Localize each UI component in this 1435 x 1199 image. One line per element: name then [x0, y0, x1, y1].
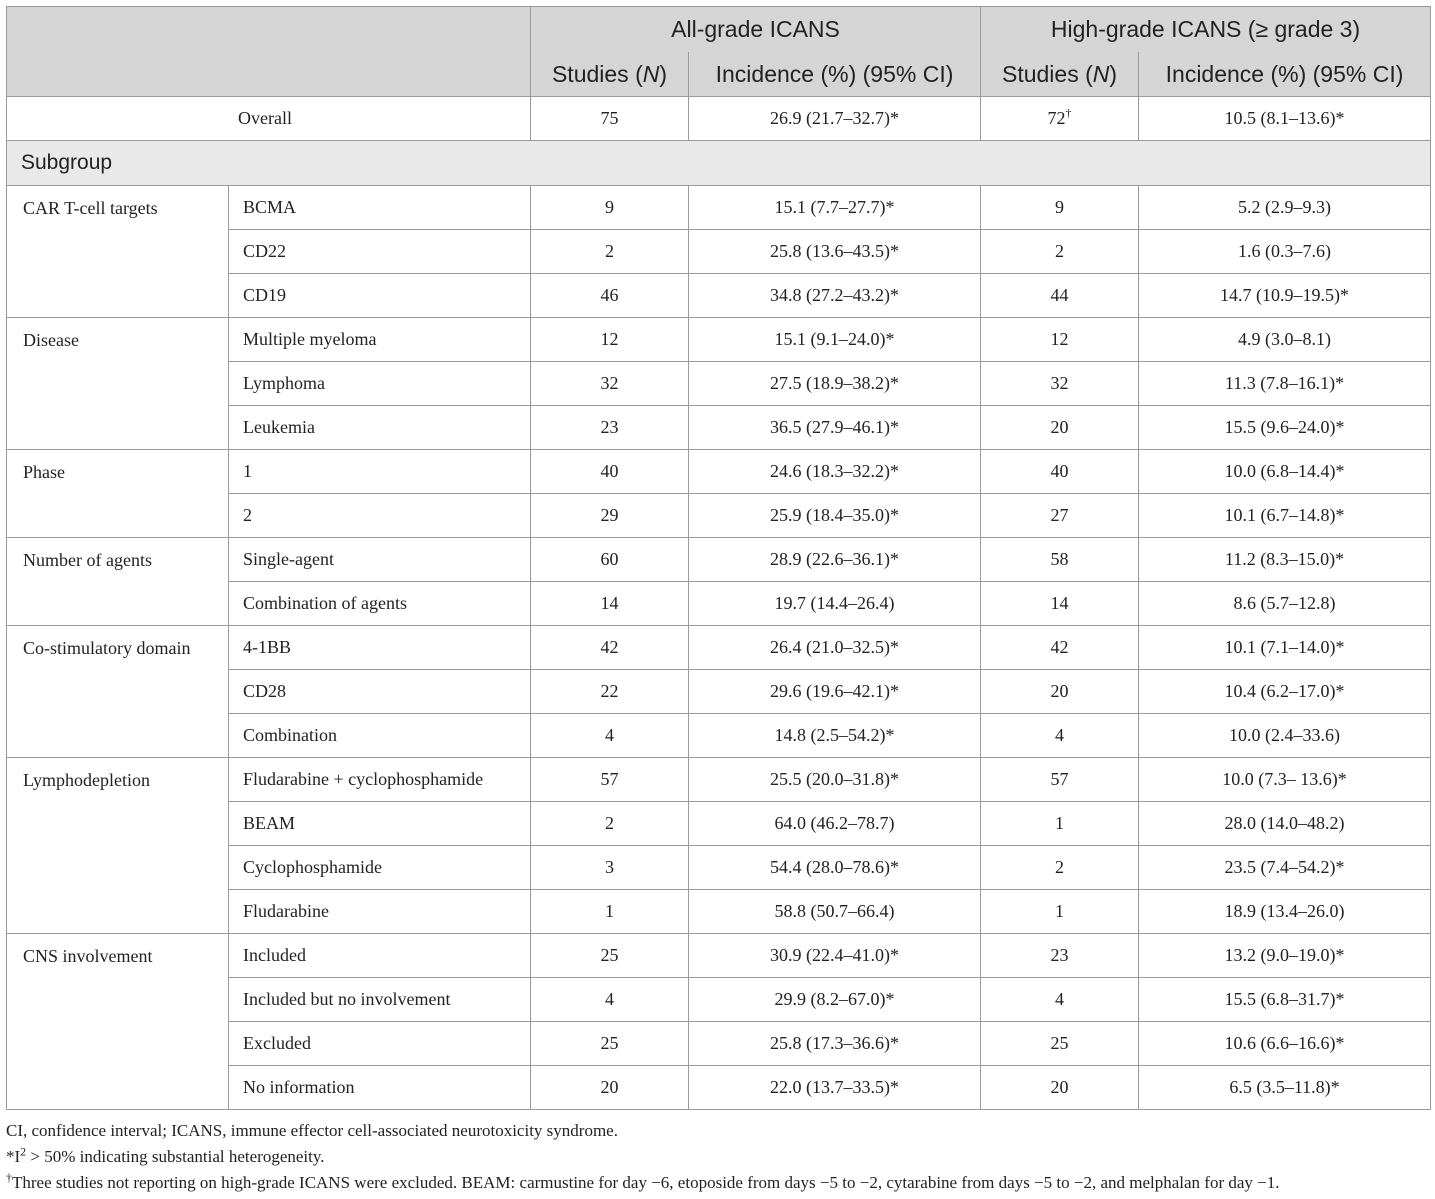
row-label: BEAM: [229, 802, 531, 846]
group-label: Disease: [7, 318, 229, 450]
high-incidence-cell: 28.0 (14.0–48.2): [1139, 802, 1431, 846]
row-label: Combination: [229, 714, 531, 758]
all-studies-cell: 60: [531, 538, 689, 582]
high-studies-cell: 20: [981, 670, 1139, 714]
all-studies-cell: 32: [531, 362, 689, 406]
row-label: Fludarabine: [229, 890, 531, 934]
high-studies-cell: 58: [981, 538, 1139, 582]
high-studies-cell: 25: [981, 1022, 1139, 1066]
all-studies-cell: 42: [531, 626, 689, 670]
group-label: CNS involvement: [7, 934, 229, 1110]
high-incidence-cell: 15.5 (6.8–31.7)*: [1139, 978, 1431, 1022]
all-incidence-cell: 29.6 (19.6–42.1)*: [689, 670, 981, 714]
high-studies-cell: 27: [981, 494, 1139, 538]
high-incidence-cell: 5.2 (2.9–9.3): [1139, 186, 1431, 230]
high-studies-cell: 1: [981, 890, 1139, 934]
high-incidence-header: Incidence (%) (95% CI): [1139, 52, 1431, 97]
high-incidence-cell: 4.9 (3.0–8.1): [1139, 318, 1431, 362]
all-studies-cell: 4: [531, 714, 689, 758]
row-label: 2: [229, 494, 531, 538]
high-incidence-cell: 11.3 (7.8–16.1)*: [1139, 362, 1431, 406]
overall-label: Overall: [7, 97, 531, 141]
high-incidence-cell: 14.7 (10.9–19.5)*: [1139, 274, 1431, 318]
high-studies-cell: 4: [981, 978, 1139, 1022]
footnote-heterogeneity: $*I^2 > 50\%$ indicating substantial heterogeneity.: [6, 1144, 325, 1166]
all-incidence-cell: 28.9 (22.6–36.1)*: [689, 538, 981, 582]
high-studies-cell: 2: [981, 230, 1139, 274]
all-incidence-header: Incidence (%) (95% CI): [689, 52, 981, 97]
header-blank-2: [7, 52, 531, 97]
all-studies-cell: 3: [531, 846, 689, 890]
row-label: CD22: [229, 230, 531, 274]
all-studies-cell: 9: [531, 186, 689, 230]
high-incidence-cell: 13.2 (9.0–19.0)*: [1139, 934, 1431, 978]
group-label: Lymphodepletion: [7, 758, 229, 934]
all-incidence-cell: 25.8 (13.6–43.5)*: [689, 230, 981, 274]
all-studies-cell: 22: [531, 670, 689, 714]
all-incidence-cell: 58.8 (50.7–66.4): [689, 890, 981, 934]
table-body: [7, 97, 1431, 1110]
row-label: Cyclophosphamide: [229, 846, 531, 890]
row-label: Combination of agents: [229, 582, 531, 626]
group-label: CAR T-cell targets: [7, 186, 229, 318]
overall-all-studies: 75: [531, 97, 689, 141]
row-label: No information: [229, 1066, 531, 1110]
header-blank: [7, 7, 531, 53]
high-studies-cell: 42: [981, 626, 1139, 670]
high-incidence-cell: 10.1 (7.1–14.0)*: [1139, 626, 1431, 670]
all-studies-cell: 40: [531, 450, 689, 494]
all-incidence-cell: 14.8 (2.5–54.2)*: [689, 714, 981, 758]
row-label: Multiple myeloma: [229, 318, 531, 362]
icans-table: [6, 6, 1431, 1110]
all-studies-cell: 4: [531, 978, 689, 1022]
high-studies-header: Studies (N): [981, 52, 1139, 97]
row-label: Single-agent: [229, 538, 531, 582]
table-row: [7, 450, 1431, 494]
table-row: [7, 318, 1431, 362]
footnotes: [6, 1118, 1430, 1196]
table-row: [7, 758, 1431, 802]
row-label: Leukemia: [229, 406, 531, 450]
all-incidence-cell: 15.1 (7.7–27.7)*: [689, 186, 981, 230]
high-studies-cell: 20: [981, 406, 1139, 450]
high-incidence-cell: 10.6 (6.6–16.6)*: [1139, 1022, 1431, 1066]
high-studies-cell: 9: [981, 186, 1139, 230]
all-incidence-cell: 30.9 (22.4–41.0)*: [689, 934, 981, 978]
high-incidence-cell: 10.0 (6.8–14.4)*: [1139, 450, 1431, 494]
high-studies-cell: 12: [981, 318, 1139, 362]
high-incidence-cell: 18.9 (13.4–26.0): [1139, 890, 1431, 934]
row-label: CD19: [229, 274, 531, 318]
high-incidence-cell: 6.5 (3.5–11.8)*: [1139, 1066, 1431, 1110]
all-studies-cell: 1: [531, 890, 689, 934]
high-incidence-cell: 10.0 (2.4–33.6): [1139, 714, 1431, 758]
row-label: 4-1BB: [229, 626, 531, 670]
dagger-mark: †: [1065, 106, 1072, 120]
all-studies-cell: 2: [531, 230, 689, 274]
all-incidence-cell: 25.5 (20.0–31.8)*: [689, 758, 981, 802]
overall-all-incidence: 26.9 (21.7–32.7)*: [689, 97, 981, 141]
all-studies-cell: 2: [531, 802, 689, 846]
high-incidence-cell: 10.4 (6.2–17.0)*: [1139, 670, 1431, 714]
group-label: Phase: [7, 450, 229, 538]
all-grade-header: All-grade ICANS: [531, 7, 981, 53]
row-label: CD28: [229, 670, 531, 714]
all-incidence-cell: 29.9 (8.2–67.0)*: [689, 978, 981, 1022]
row-label: Lymphoma: [229, 362, 531, 406]
all-studies-cell: 25: [531, 934, 689, 978]
high-incidence-cell: 10.1 (6.7–14.8)*: [1139, 494, 1431, 538]
high-studies-cell: 40: [981, 450, 1139, 494]
table-header: [7, 7, 1431, 97]
high-grade-header: High-grade ICANS (≥ grade 3): [981, 7, 1431, 53]
high-incidence-cell: 10.0 (7.3– 13.6)*: [1139, 758, 1431, 802]
high-studies-cell: 32: [981, 362, 1139, 406]
high-studies-cell: 44: [981, 274, 1139, 318]
footnote-excluded: †Three studies not reporting on high-grade ICANS were excluded. BEAM: carmustine for day −6, etoposide from days −5 to −2, cytarabine from days −5 to −2, and melphalan for day −1.: [6, 1170, 1280, 1192]
row-label: Fludarabine + cyclophosphamide: [229, 758, 531, 802]
high-incidence-cell: 23.5 (7.4–54.2)*: [1139, 846, 1431, 890]
subgroup-row: [7, 141, 1431, 186]
all-studies-cell: 46: [531, 274, 689, 318]
high-incidence-cell: 15.5 (9.6–24.0)*: [1139, 406, 1431, 450]
all-incidence-cell: 22.0 (13.7–33.5)*: [689, 1066, 981, 1110]
all-studies-cell: 25: [531, 1022, 689, 1066]
all-incidence-cell: 27.5 (18.9–38.2)*: [689, 362, 981, 406]
all-incidence-cell: 25.9 (18.4–35.0)*: [689, 494, 981, 538]
table-row: [7, 934, 1431, 978]
row-label: Included: [229, 934, 531, 978]
footnote-abbreviations: CI, confidence interval; ICANS, immune effector cell-associated neurotoxicity syndrome.: [6, 1121, 618, 1140]
table-row: [7, 186, 1431, 230]
high-studies-cell: 14: [981, 582, 1139, 626]
all-incidence-cell: 36.5 (27.9–46.1)*: [689, 406, 981, 450]
high-incidence-cell: 11.2 (8.3–15.0)*: [1139, 538, 1431, 582]
overall-high-studies: 72†: [981, 97, 1139, 141]
row-label: 1: [229, 450, 531, 494]
all-incidence-cell: 26.4 (21.0–32.5)*: [689, 626, 981, 670]
all-studies-cell: 57: [531, 758, 689, 802]
row-label: Excluded: [229, 1022, 531, 1066]
all-studies-cell: 23: [531, 406, 689, 450]
all-studies-cell: 29: [531, 494, 689, 538]
all-incidence-cell: 64.0 (46.2–78.7): [689, 802, 981, 846]
group-label: Number of agents: [7, 538, 229, 626]
table-row: [7, 626, 1431, 670]
all-studies-header: Studies (N): [531, 52, 689, 97]
all-studies-cell: 20: [531, 1066, 689, 1110]
all-incidence-cell: 24.6 (18.3–32.2)*: [689, 450, 981, 494]
high-studies-cell: 57: [981, 758, 1139, 802]
high-incidence-cell: 1.6 (0.3–7.6): [1139, 230, 1431, 274]
table-row: [7, 538, 1431, 582]
high-studies-cell: 4: [981, 714, 1139, 758]
row-label: Included but no involvement: [229, 978, 531, 1022]
all-studies-cell: 14: [531, 582, 689, 626]
all-studies-cell: 12: [531, 318, 689, 362]
all-incidence-cell: 15.1 (9.1–24.0)*: [689, 318, 981, 362]
high-studies-cell: 20: [981, 1066, 1139, 1110]
all-incidence-cell: 19.7 (14.4–26.4): [689, 582, 981, 626]
group-label: Co-stimulatory domain: [7, 626, 229, 758]
all-incidence-cell: 25.8 (17.3–36.6)*: [689, 1022, 981, 1066]
high-studies-cell: 23: [981, 934, 1139, 978]
all-incidence-cell: 34.8 (27.2–43.2)*: [689, 274, 981, 318]
high-studies-cell: 2: [981, 846, 1139, 890]
high-incidence-cell: 8.6 (5.7–12.8): [1139, 582, 1431, 626]
overall-high-incidence: 10.5 (8.1–13.6)*: [1139, 97, 1431, 141]
high-studies-cell: 1: [981, 802, 1139, 846]
subgroup-label: Subgroup: [7, 141, 1431, 186]
row-label: BCMA: [229, 186, 531, 230]
all-incidence-cell: 54.4 (28.0–78.6)*: [689, 846, 981, 890]
overall-row: [7, 97, 1431, 141]
